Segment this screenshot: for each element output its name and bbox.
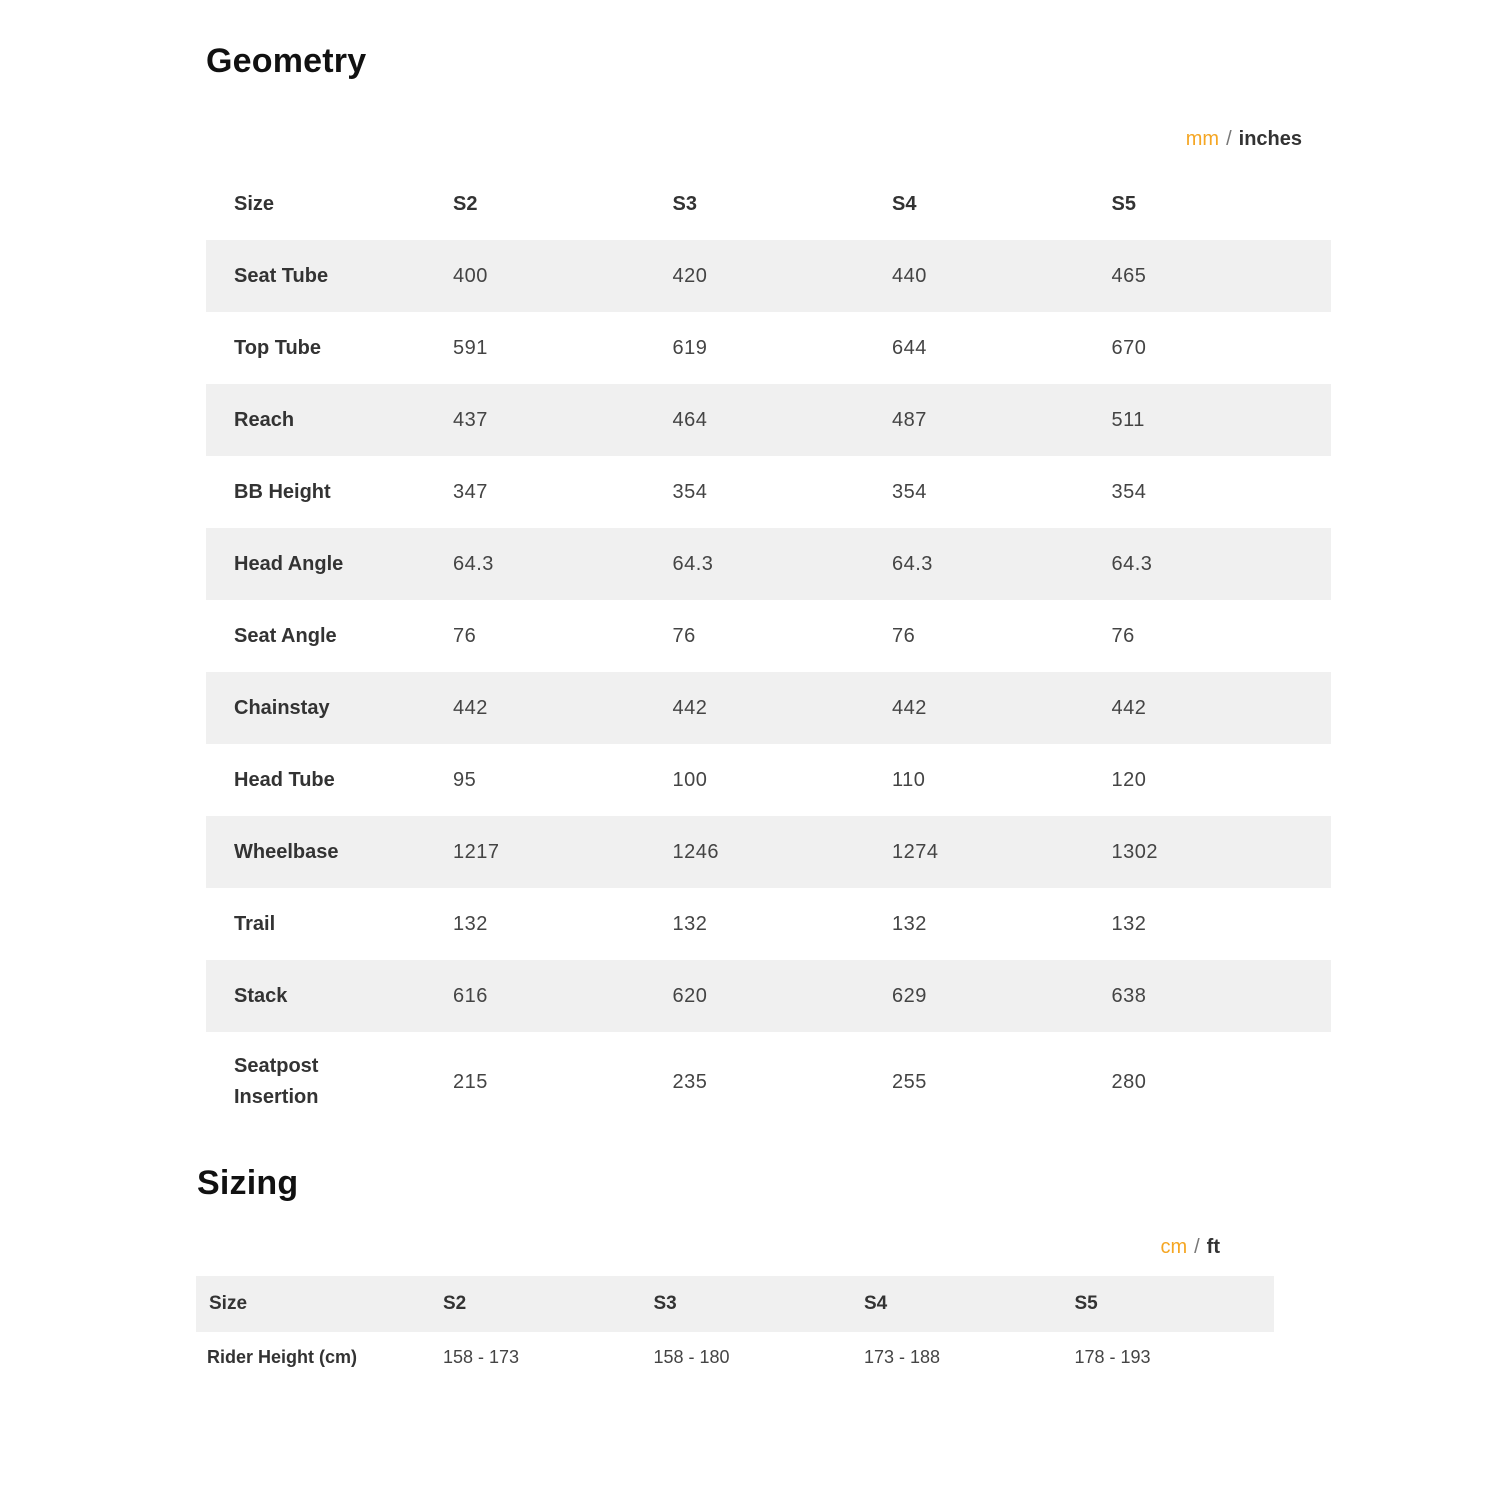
- table-row: [206, 312, 1331, 384]
- cell-value: 64.3: [1112, 528, 1332, 600]
- row-label: Chainstay: [206, 672, 453, 744]
- table-row: [206, 240, 1331, 312]
- cell-value: 440: [892, 240, 1112, 312]
- cell-value: 591: [453, 336, 488, 359]
- row-label: Seatpost Insertion: [234, 1055, 319, 1108]
- sizing-title: Sizing: [197, 1164, 299, 1202]
- cell-value: 670: [1111, 336, 1147, 359]
- cell-value: 437: [453, 384, 673, 456]
- row-label: Trail: [234, 912, 276, 935]
- header-s5: S5: [1111, 192, 1136, 215]
- table-row: [206, 528, 1331, 600]
- cell-value: 158 - 180: [653, 1346, 730, 1367]
- cell-value: 110: [892, 768, 926, 791]
- unit-inches-option[interactable]: inches: [1238, 128, 1302, 150]
- cell-value: 629: [892, 960, 1112, 1032]
- cell-value: 442: [1112, 672, 1332, 744]
- header-s2: S2: [453, 192, 478, 215]
- cell-value: 1246: [673, 816, 893, 888]
- cell-value: 1274: [892, 816, 1112, 888]
- cell-value: 464: [673, 384, 893, 456]
- cell-value: 638: [1112, 960, 1332, 1032]
- cell-value: 178 - 193: [1074, 1346, 1151, 1367]
- header-size: Size: [209, 1293, 248, 1314]
- cell-value: 76: [453, 624, 477, 647]
- cell-value: 215: [453, 1070, 488, 1093]
- cell-value: 511: [1112, 384, 1332, 456]
- row-label: Stack: [206, 960, 453, 1032]
- header-s3: S3: [653, 1293, 677, 1314]
- row-label: Rider Height (cm): [207, 1346, 358, 1367]
- table-row: [206, 1032, 1331, 1132]
- table-row: [206, 960, 1331, 1032]
- row-label: Seat Angle: [234, 624, 337, 647]
- cell-value: 1217: [453, 816, 673, 888]
- cell-value: 1302: [1112, 816, 1332, 888]
- cell-value: 255: [892, 1070, 927, 1093]
- cell-value: 158 - 173: [443, 1346, 520, 1367]
- header-s3: S3: [672, 192, 697, 215]
- cell-value: 616: [453, 960, 673, 1032]
- sizing-header-row: [196, 1276, 1274, 1332]
- table-row: [206, 600, 1331, 672]
- header-s4: S4: [864, 1293, 888, 1314]
- cell-value: 487: [892, 384, 1112, 456]
- unit-cm-option[interactable]: cm: [1160, 1236, 1188, 1258]
- cell-value: 442: [892, 672, 1112, 744]
- table-row: [196, 1332, 1274, 1382]
- geometry-header-row: [206, 168, 1331, 240]
- geometry-unit-toggle: [1186, 128, 1302, 151]
- cell-value: 354: [672, 480, 708, 503]
- cell-value: 132: [453, 912, 488, 935]
- table-row: [206, 672, 1331, 744]
- table-row: [206, 888, 1331, 960]
- cell-value: 619: [672, 336, 708, 359]
- cell-value: 64.3: [453, 528, 673, 600]
- unit-separator: /: [1226, 128, 1232, 150]
- geometry-table: [206, 168, 1331, 1132]
- cell-value: 280: [1111, 1070, 1147, 1093]
- geometry-title: Geometry: [206, 42, 367, 80]
- cell-value: 354: [1111, 480, 1147, 503]
- cell-value: 620: [673, 960, 893, 1032]
- cell-value: 235: [672, 1070, 708, 1093]
- cell-value: 644: [892, 336, 927, 359]
- row-label: Reach: [206, 384, 453, 456]
- row-label: Head Angle: [206, 528, 453, 600]
- header-size: Size: [234, 192, 275, 215]
- cell-value: 76: [1111, 624, 1135, 647]
- header-s4: S4: [892, 192, 917, 215]
- table-row: [206, 744, 1331, 816]
- cell-value: 132: [1111, 912, 1147, 935]
- table-row: [206, 384, 1331, 456]
- unit-separator: /: [1194, 1236, 1200, 1258]
- header-s2: S2: [443, 1293, 467, 1314]
- row-label: Top Tube: [234, 336, 322, 359]
- table-row: [206, 456, 1331, 528]
- cell-value: 442: [453, 672, 673, 744]
- cell-value: 442: [673, 672, 893, 744]
- cell-value: 76: [672, 624, 696, 647]
- sizing-table: [196, 1276, 1274, 1382]
- cell-value: 64.3: [892, 528, 1112, 600]
- cell-value: 354: [892, 480, 927, 503]
- cell-value: 132: [672, 912, 708, 935]
- unit-ft-option[interactable]: ft: [1206, 1236, 1220, 1258]
- cell-value: 120: [1111, 768, 1147, 791]
- sizing-unit-toggle: [1160, 1236, 1220, 1259]
- row-label: Head Tube: [234, 768, 335, 791]
- cell-value: 420: [673, 240, 893, 312]
- cell-value: 100: [672, 768, 708, 791]
- row-label: BB Height: [234, 480, 331, 503]
- header-s5: S5: [1074, 1293, 1098, 1314]
- cell-value: 64.3: [673, 528, 893, 600]
- row-label: Wheelbase: [206, 816, 453, 888]
- cell-value: 347: [453, 480, 488, 503]
- cell-value: 465: [1112, 240, 1332, 312]
- table-row: [206, 816, 1331, 888]
- cell-value: 132: [892, 912, 927, 935]
- cell-value: 173 - 188: [864, 1346, 941, 1367]
- row-label: Seat Tube: [206, 240, 453, 312]
- unit-mm-option[interactable]: mm: [1185, 128, 1220, 150]
- cell-value: 76: [892, 624, 916, 647]
- cell-value: 95: [453, 768, 477, 791]
- cell-value: 400: [453, 240, 673, 312]
